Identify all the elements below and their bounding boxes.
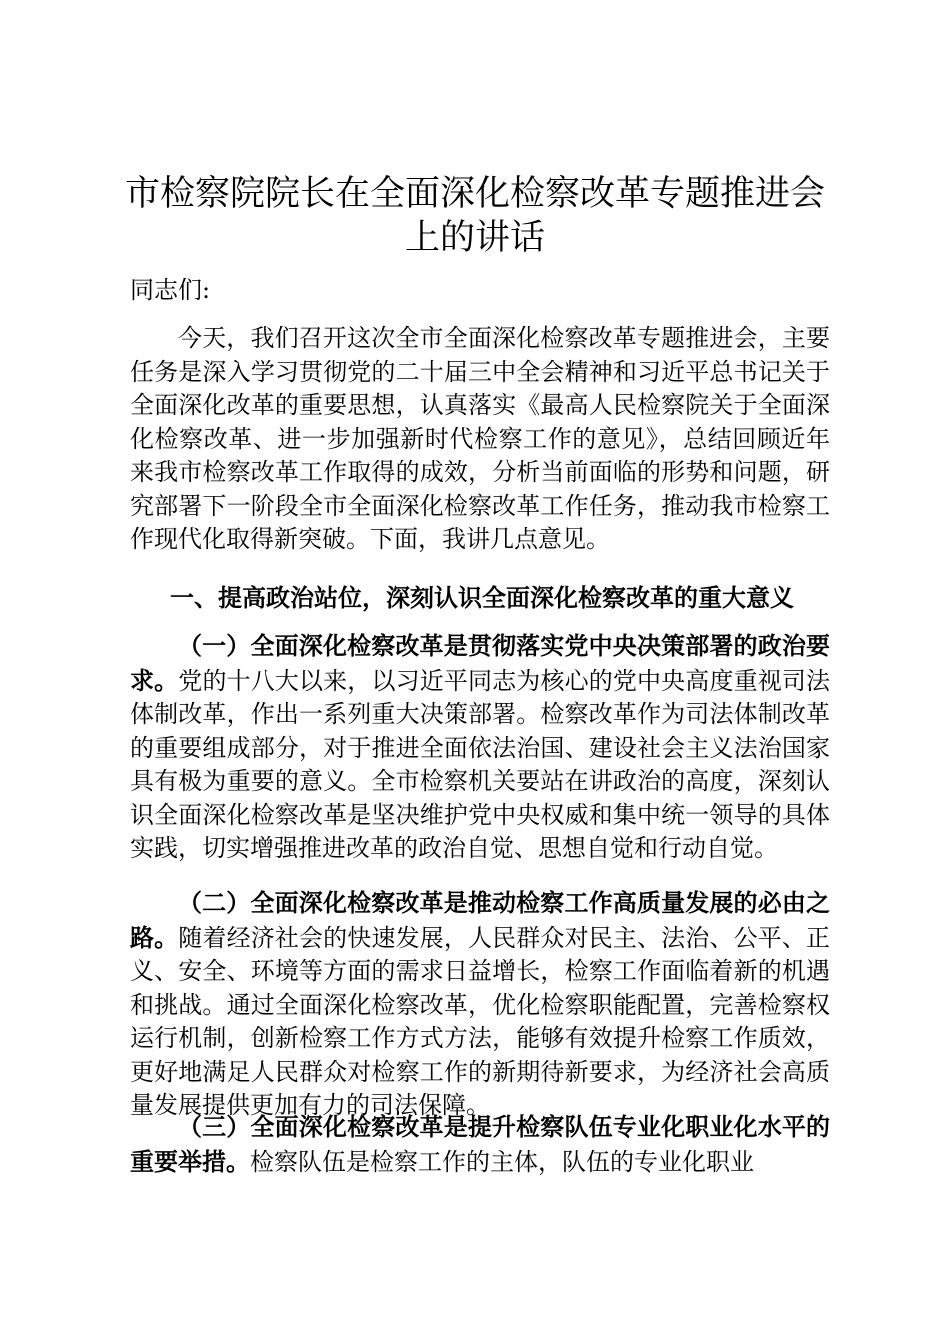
subsection-body-2: 随着经济社会的快速发展，人民群众对民主、法治、公平、正义、安全、环境等方面的需求日益增长，检察工作面临着新的机遇和挑战。通过全面深化检察改革，优化检察职能配置，完善检察权运行机制，创新检察工作方式方法，能够有效提升检察工作质效，更好地满足人民群众对检察工作的新期待新要求，为经济社会高质量发展提供更加有力的司法保障。 <box>130 923 831 1119</box>
intro-paragraph: 今天，我们召开这次全市全面深化检察改革专题推进会，主要任务是深入学习贯彻党的二十届三中全会精神和习近平总书记关于全面深化改革的重要思想，认真落实《最高人民检察院关于全面深化检察改革、进一步加强新时代检察工作的意见》，总结回顾近年来我市检察改革工作取得的成效，分析当前面临的形势和问题，研究部署下一阶段全市全面深化检察改革工作任务，推动我市检察工作现代化取得新突破。下面，我讲几点意见。 <box>130 324 830 553</box>
salutation: 同志们: <box>130 276 211 304</box>
subsection-body-3: 检察队伍是检察工作的主体，队伍的专业化职业 <box>250 1147 754 1176</box>
subsection-paragraph-3 <box>130 1110 830 1179</box>
section-heading: 一、提高政治站位，深刻认识全面深化检察改革的重大意义 <box>170 583 794 612</box>
subsection-body-1: 党的十八大以来，以习近平同志为核心的党中央高度重视司法体制改革，作出一系列重大决策部署。检察改革作为司法体制改革的重要组成部分，对于推进全面依法治国、建设社会主义法治国家具有极为重要的意义。全市检察机关要站在讲政治的高度，深刻认识全面深化检察改革是坚决维护党中央权威和集中统一领导的具体实践，切实增强推进改革的政治自觉、思想自觉和行动自觉。 <box>130 666 831 862</box>
subsection-lead-1: （一）全面深化检察改革是贯彻落实党中央决策部署的政治要求。 <box>130 631 830 695</box>
subsection-paragraph-1 <box>130 629 830 866</box>
subsection-lead-3: （三）全面深化检察改革是提升检察队伍专业化职业化水平的重要举措。 <box>130 1112 830 1176</box>
subsection-lead-2: （二）全面深化检察改革是推动检察工作高质量发展的必由之路。 <box>130 888 830 952</box>
subsection-paragraph-2 <box>130 886 830 1123</box>
document-title: 市检察院院长在全面深化检察改革专题推进会上的讲话 <box>124 174 825 258</box>
